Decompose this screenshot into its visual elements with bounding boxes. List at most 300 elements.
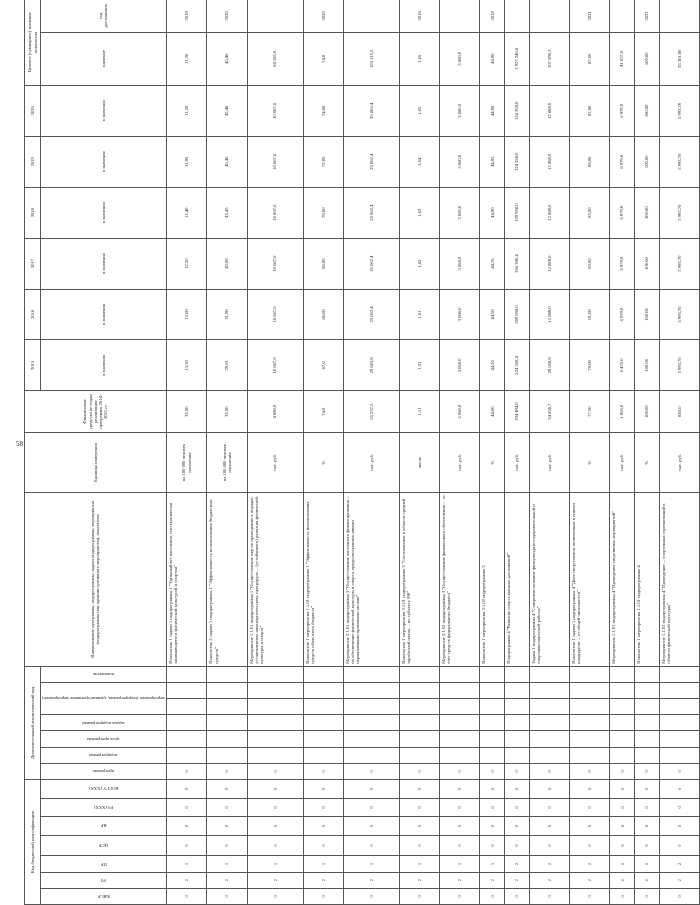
code-cell: 0 xyxy=(303,835,343,856)
year-value-cell: 83,00 xyxy=(570,238,610,289)
code-cell: 0 xyxy=(247,763,303,779)
header-val-2018: в значения xyxy=(41,187,167,238)
table-row xyxy=(570,0,610,905)
code-cell xyxy=(480,699,505,715)
code-cell: 0 xyxy=(303,888,343,904)
code-cell: 0 xyxy=(303,763,343,779)
code-cell: 0 xyxy=(166,888,206,904)
table-row xyxy=(440,0,480,905)
target-year-cell xyxy=(343,0,399,32)
code-cell: 2 xyxy=(343,872,399,888)
target-year-cell xyxy=(440,0,480,32)
code-cell: 2 xyxy=(303,872,343,888)
year-value-cell: 25 062,4 xyxy=(343,187,399,238)
code-cell xyxy=(166,682,206,698)
year-value-cell: 81,00 xyxy=(570,289,610,340)
code-cell xyxy=(529,699,569,715)
year-value-cell: 100,00 xyxy=(634,289,659,340)
year-value-cell: 12 889,0 xyxy=(529,85,569,136)
year-value-cell: 1,63 xyxy=(399,187,439,238)
code-cell: 0 xyxy=(207,763,247,779)
name-cell: Показатель 1 мероприятия 3.1.02 подпрограммы 3 xyxy=(480,493,505,667)
target-value-cell: 1,65 xyxy=(399,32,439,85)
code-cell: 2 xyxy=(529,856,569,872)
year-value-cell: 6 979,0 xyxy=(610,187,635,238)
funding-cell: 1,11 xyxy=(399,391,439,433)
code-cell: 0 xyxy=(480,798,505,817)
year-value-cell: 1,51 xyxy=(399,340,439,391)
unit-cell: тыс. руб. xyxy=(343,432,399,492)
table-row xyxy=(247,0,303,905)
table-body xyxy=(166,0,699,905)
header-kvsr: КВСР xyxy=(97,894,110,900)
name-cell: Задача 1 подпрограммы 4 "Совершенствование физкультурно-оздоровительной и спортивно-массовой работы" xyxy=(529,493,569,667)
name-cell: Мероприятие 3.1.01 подпрограммы 3 "Осуществление частичного финансирования ... на обеспечение физической культуры и спорта, предусмотренных иными нормативными правовыми актами" xyxy=(343,493,399,667)
unit-cell: на 100 000 человек населения xyxy=(207,432,247,492)
code-cell: 0 xyxy=(480,763,505,779)
year-value-cell: 1,61 xyxy=(399,289,439,340)
code-cell xyxy=(440,666,480,682)
code-cell xyxy=(247,682,303,698)
code-cell: 0 xyxy=(303,780,343,799)
target-year-cell: 2020 xyxy=(207,0,247,32)
year-value-cell: 139 958,0 xyxy=(505,187,530,238)
code-cell: 0 xyxy=(634,798,659,817)
year-value-cell: 86,00 xyxy=(570,136,610,187)
unit-cell: число xyxy=(399,432,439,492)
code-cell: 0 xyxy=(505,798,530,817)
year-value-cell: 100,00 xyxy=(634,85,659,136)
year-value-cell: 80,00 xyxy=(303,238,343,289)
code-cell xyxy=(166,731,206,747)
code-cell xyxy=(505,699,530,715)
code-cell xyxy=(343,682,399,698)
year-value-cell: 6 979,0 xyxy=(610,85,635,136)
code-cell xyxy=(343,747,399,763)
code-cell xyxy=(610,682,635,698)
code-cell: 0 xyxy=(610,888,635,904)
code-cell: 0 xyxy=(440,798,480,817)
code-cell: 0 xyxy=(343,780,399,799)
code-cell: 0 xyxy=(247,817,303,836)
target-year-cell: 2016 xyxy=(399,0,439,32)
code-cell: 0 xyxy=(166,817,206,836)
code-cell: 0 xyxy=(570,780,610,799)
name-cell: Мероприятие 1.1.01 подпрограммы 4 "Проведение спортивных мероприятий" xyxy=(610,493,635,667)
header-kosgu: КОСГУ (ХХХ) xyxy=(88,786,119,792)
header-pz: РЗ (ХХХ) xyxy=(93,805,113,810)
code-cell: 0 xyxy=(440,888,480,904)
header-task: задача подпрограммы xyxy=(82,720,125,726)
year-value-cell: 11,40 xyxy=(166,187,206,238)
header-indicator: показатель xyxy=(92,671,115,677)
year-value-cell: 25 062,4 xyxy=(343,289,399,340)
code-cell xyxy=(480,731,505,747)
code-cell xyxy=(207,731,247,747)
code-cell xyxy=(659,715,699,731)
year-value-cell: 60,00 xyxy=(303,289,343,340)
table-row xyxy=(343,0,399,905)
code-cell xyxy=(529,747,569,763)
code-cell: 0 xyxy=(343,763,399,779)
rotated-table-container xyxy=(24,0,682,905)
code-cell: 0 xyxy=(399,835,439,856)
header-year-2019: 2019 xyxy=(25,136,41,187)
year-value-cell: 10 667,6 xyxy=(247,238,303,289)
code-cell: 1 xyxy=(480,856,505,872)
funding-cell: 35,50 xyxy=(207,391,247,433)
year-value-cell: 3 060,0 xyxy=(440,238,480,289)
name-cell: Показатель 1 задачи 1 подпрограммы 1 "Удельный вес населения, систематически занимающегося физической культурой и спортом" xyxy=(166,493,206,667)
program-table xyxy=(24,0,700,905)
year-value-cell: 100,00 xyxy=(634,238,659,289)
code-cell: 0 xyxy=(570,817,610,836)
target-value-cell: 1 927 240,6 xyxy=(505,32,530,85)
code-cell xyxy=(610,747,635,763)
code-cell xyxy=(570,666,610,682)
code-cell: 0 xyxy=(529,763,569,779)
table-row xyxy=(166,0,206,905)
code-cell: 0 xyxy=(399,817,439,836)
target-value-cell: 87,00 xyxy=(570,32,610,85)
code-cell: 0 xyxy=(303,798,343,817)
year-value-cell: 100,00 xyxy=(634,340,659,391)
header-csr: ЦСР xyxy=(98,843,108,849)
year-value-cell: 10 667,6 xyxy=(247,289,303,340)
header-subprogram: подпрограмма xyxy=(89,752,118,758)
code-cell: 2 xyxy=(505,872,530,888)
code-cell: 2 xyxy=(505,856,530,872)
funding-cell: 883,0 xyxy=(659,391,699,433)
header-target-value: значение xyxy=(41,32,167,85)
year-value-cell: 31,90 xyxy=(207,289,247,340)
code-cell: 0 xyxy=(207,798,247,817)
code-cell xyxy=(440,747,480,763)
year-value-cell: 124 358,0 xyxy=(505,85,530,136)
code-cell xyxy=(399,666,439,682)
code-cell xyxy=(399,731,439,747)
funding-cell: 35,50 xyxy=(166,391,206,433)
header-val-2016: в значения xyxy=(41,289,167,340)
table-row xyxy=(659,0,699,905)
code-cell xyxy=(166,747,206,763)
table-row xyxy=(529,0,569,905)
year-value-cell: 1,64 xyxy=(399,136,439,187)
code-cell: 0 xyxy=(343,835,399,856)
year-value-cell: 44,50 xyxy=(480,289,505,340)
code-cell: 0 xyxy=(247,780,303,799)
code-cell: 0 xyxy=(343,817,399,836)
code-cell: 0 xyxy=(529,780,569,799)
code-cell xyxy=(570,731,610,747)
code-cell xyxy=(505,682,530,698)
year-value-cell: 100,00 xyxy=(634,187,659,238)
year-value-cell: 25 062,4 xyxy=(343,238,399,289)
year-value-cell: 12,50 xyxy=(166,238,206,289)
unit-cell: тыс. руб. xyxy=(529,432,569,492)
funding-cell: 74,0 xyxy=(303,391,343,433)
code-cell xyxy=(207,666,247,682)
target-year-cell: 2021 xyxy=(570,0,610,32)
name-cell: Мероприятие 1.1.02 подпрограммы 4 "Проведение ... спортивных соревнований в области физической культуры" xyxy=(659,493,699,667)
code-cell xyxy=(634,715,659,731)
code-cell: 0 xyxy=(440,780,480,799)
header-target: Целевое (суммарное) значение показателя xyxy=(25,0,41,85)
target-year-cell: 2021 xyxy=(634,0,659,32)
year-value-cell: 25 062,4 xyxy=(343,85,399,136)
code-cell: 0 xyxy=(247,798,303,817)
header-program: программа xyxy=(92,769,114,775)
unit-cell: на 100 000 человек населения xyxy=(166,432,206,492)
target-value-cell: 64 185,6 xyxy=(247,32,303,85)
page-number: 58 xyxy=(16,440,23,448)
unit-cell: % xyxy=(480,432,505,492)
code-cell: 0 xyxy=(570,763,610,779)
target-value-cell: 107 596,3 xyxy=(529,32,569,85)
code-cell: 0 xyxy=(440,763,480,779)
code-cell: 2 xyxy=(659,856,699,872)
code-cell: 0 xyxy=(480,835,505,856)
table-row xyxy=(610,0,635,905)
code-cell xyxy=(399,699,439,715)
header-val-2015: в значения xyxy=(41,340,167,391)
code-cell: 0 xyxy=(166,763,206,779)
code-cell xyxy=(659,682,699,698)
code-cell: 0 xyxy=(659,780,699,799)
year-value-cell: 5 993,70 xyxy=(659,187,699,238)
name-cell: Показатель 1 задачи 1 подпрограммы 4 "Доля спортсменов, включенных в списки кандидатов ... от общей численности" xyxy=(570,493,610,667)
year-value-cell: 3 060,0 xyxy=(440,187,480,238)
code-cell xyxy=(207,747,247,763)
table-row xyxy=(480,0,505,905)
code-cell: 0 xyxy=(570,888,610,904)
code-cell: 0 xyxy=(570,798,610,817)
code-cell xyxy=(166,699,206,715)
header-name: Наименование программы, подпрограммы, задачи подпрограммы, мероприятия (подпрограммы или административного мероприятия), показателя xyxy=(25,493,167,667)
code-cell: 0 xyxy=(634,780,659,799)
code-cell: 0 xyxy=(570,835,610,856)
code-cell xyxy=(343,666,399,682)
funding-cell: 77,50 xyxy=(570,391,610,433)
target-value-cell: 100,00 xyxy=(634,32,659,85)
year-value-cell: 1,62 xyxy=(399,238,439,289)
code-cell: 0 xyxy=(659,888,699,904)
code-cell: 0 xyxy=(529,798,569,817)
header-goal: цель программы xyxy=(87,736,120,742)
unit-cell: % xyxy=(570,432,610,492)
year-value-cell: 29 658,9 xyxy=(529,340,569,391)
code-cell: 0 xyxy=(166,835,206,856)
code-cell: 0 xyxy=(207,780,247,799)
year-value-cell: 266 306,4 xyxy=(505,238,530,289)
code-cell: 2 xyxy=(166,872,206,888)
year-value-cell: 5 993,70 xyxy=(659,136,699,187)
year-value-cell: 45,00 xyxy=(207,238,247,289)
code-cell xyxy=(570,682,610,698)
code-cell xyxy=(634,682,659,698)
code-cell xyxy=(247,731,303,747)
code-cell xyxy=(634,747,659,763)
code-cell xyxy=(529,682,569,698)
code-cell: 0 xyxy=(247,888,303,904)
code-cell: 0 xyxy=(529,835,569,856)
unit-cell: тыс. руб. xyxy=(440,432,480,492)
unit-cell: % xyxy=(303,432,343,492)
year-value-cell: 11,95 xyxy=(166,136,206,187)
year-value-cell: 124 358,0 xyxy=(505,136,530,187)
code-cell xyxy=(440,715,480,731)
code-cell xyxy=(247,747,303,763)
target-value-cell: 35 301,00 xyxy=(659,32,699,85)
code-cell: 0 xyxy=(480,817,505,836)
target-value-cell: 45,46 xyxy=(207,32,247,85)
code-cell: 1 xyxy=(207,856,247,872)
code-cell: 0 xyxy=(440,835,480,856)
code-cell xyxy=(505,731,530,747)
code-cell xyxy=(610,666,635,682)
code-cell xyxy=(399,747,439,763)
code-cell xyxy=(659,731,699,747)
code-cell: 2 xyxy=(610,856,635,872)
code-cell: 2 xyxy=(399,872,439,888)
code-cell xyxy=(343,699,399,715)
code-cell: 0 xyxy=(610,835,635,856)
table-row xyxy=(505,0,530,905)
code-cell: 0 xyxy=(480,780,505,799)
code-cell xyxy=(440,699,480,715)
table-row xyxy=(399,0,439,905)
year-value-cell: 13,50 xyxy=(166,340,206,391)
year-value-cell: 74,00 xyxy=(303,85,343,136)
code-cell: 1 xyxy=(166,856,206,872)
code-cell xyxy=(480,666,505,682)
header-target-year: год достижения xyxy=(41,0,167,32)
year-value-cell: 44,90 xyxy=(480,187,505,238)
target-value-cell: 41 657,0 xyxy=(610,32,635,85)
code-cell: 0 xyxy=(505,763,530,779)
code-cell xyxy=(529,666,569,682)
target-year-cell xyxy=(529,0,569,32)
header-analytic-code: Дополнительный аналитический код xyxy=(25,666,41,779)
code-cell: 2 xyxy=(440,872,480,888)
target-year-cell: 2018 xyxy=(480,0,505,32)
funding-cell: 34 656,7 xyxy=(529,391,569,433)
code-cell xyxy=(529,731,569,747)
year-value-cell: 29 603,8 xyxy=(343,340,399,391)
target-value-cell: 74,0 xyxy=(303,32,343,85)
code-cell: 0 xyxy=(303,817,343,836)
code-cell: 2 xyxy=(610,872,635,888)
year-value-cell: 87,00 xyxy=(570,85,610,136)
table-row xyxy=(634,0,659,905)
code-cell: 0 xyxy=(207,888,247,904)
header-val-2017: в значения xyxy=(41,238,167,289)
code-cell: 2 xyxy=(659,872,699,888)
code-cell xyxy=(303,747,343,763)
code-cell xyxy=(399,715,439,731)
year-value-cell: 269 858,0 xyxy=(505,289,530,340)
header-rz: РЗ xyxy=(101,877,106,883)
unit-cell: % xyxy=(634,432,659,492)
unit-cell: тыс. руб. xyxy=(610,432,635,492)
year-value-cell: 6 979,0 xyxy=(610,238,635,289)
year-value-cell: 44,20 xyxy=(480,340,505,391)
year-value-cell: 12,60 xyxy=(166,289,206,340)
year-value-cell: 25 062,4 xyxy=(343,136,399,187)
code-cell: 0 xyxy=(399,798,439,817)
year-value-cell: 6 470,0 xyxy=(610,340,635,391)
year-value-cell: 10 667,6 xyxy=(247,136,303,187)
year-value-cell: 3 060,0 xyxy=(440,340,480,391)
code-cell xyxy=(399,682,439,698)
code-cell: 0 xyxy=(610,798,635,817)
code-cell xyxy=(480,715,505,731)
unit-cell: тыс. руб. xyxy=(247,432,303,492)
table-row xyxy=(207,0,247,905)
code-cell xyxy=(440,731,480,747)
code-cell: 0 xyxy=(634,817,659,836)
code-cell: 0 xyxy=(399,780,439,799)
code-cell xyxy=(529,715,569,731)
header-code-group: Код бюджетной классификации xyxy=(25,780,41,905)
code-cell xyxy=(634,731,659,747)
code-cell xyxy=(659,699,699,715)
header-val-2020: в значения xyxy=(41,85,167,136)
code-cell: 0 xyxy=(529,817,569,836)
code-cell xyxy=(247,666,303,682)
target-value-cell: 3 060,0 xyxy=(440,32,480,85)
code-cell: 2 xyxy=(634,856,659,872)
year-value-cell: 10 667,6 xyxy=(247,340,303,391)
year-value-cell: 85,00 xyxy=(570,187,610,238)
header-year-2020: 2020 xyxy=(25,85,41,136)
funding-cell: 4 080,0 xyxy=(247,391,303,433)
year-value-cell: 3 060,0 xyxy=(440,136,480,187)
header-year-2017: 2017 xyxy=(25,238,41,289)
year-value-cell: 12 889,0 xyxy=(529,136,569,187)
code-cell: 0 xyxy=(610,780,635,799)
header-vr: ВР xyxy=(100,823,107,829)
header-pr: ПР xyxy=(100,861,107,867)
target-year-cell xyxy=(505,0,530,32)
code-cell xyxy=(505,715,530,731)
name-cell: Показатель 2 задачи 1 подпрограммы 1 "Эффективность использования бюджетных средств" xyxy=(207,493,247,667)
code-cell: 2 xyxy=(207,872,247,888)
code-cell: 1 xyxy=(399,856,439,872)
year-value-cell: 44,95 xyxy=(480,136,505,187)
code-cell: 2 xyxy=(529,872,569,888)
code-cell xyxy=(659,666,699,682)
funding-cell: 55 237,5 xyxy=(343,391,399,433)
code-cell xyxy=(247,715,303,731)
year-value-cell: 70,00 xyxy=(303,187,343,238)
year-value-cell: 72,00 xyxy=(303,136,343,187)
code-cell: 0 xyxy=(610,763,635,779)
code-cell xyxy=(610,715,635,731)
code-cell xyxy=(207,682,247,698)
year-value-cell: 45,46 xyxy=(207,136,247,187)
target-year-cell: 2019 xyxy=(166,0,206,32)
year-value-cell: 29,61 xyxy=(207,340,247,391)
name-cell: Мероприятие 3.1.02 подпрограммы 3 "Осуществление финансового обеспечения ... за счет средств федерального бюджета" xyxy=(440,493,480,667)
year-value-cell: 6 979,0 xyxy=(610,136,635,187)
code-cell: 0 xyxy=(634,888,659,904)
year-value-cell: 11,20 xyxy=(166,85,206,136)
header-unit: Единица измерения xyxy=(25,432,167,492)
year-value-cell: 79,00 xyxy=(570,340,610,391)
code-cell: 0 xyxy=(399,763,439,779)
code-cell xyxy=(570,699,610,715)
